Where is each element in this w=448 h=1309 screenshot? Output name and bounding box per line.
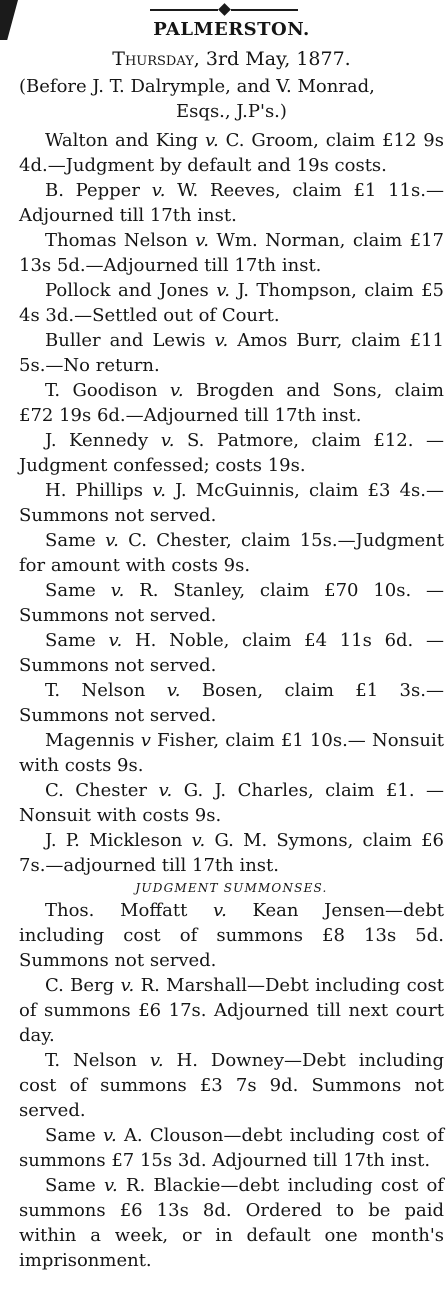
plaintiff-name: Pollock and Jones bbox=[45, 280, 209, 301]
summons-entry bbox=[19, 1123, 444, 1173]
plaintiff-name: T. Nelson bbox=[45, 1050, 137, 1071]
case-details: W. Reeves, claim £1 11s.—Adjourned till 17th inst. bbox=[19, 180, 444, 226]
case-entry bbox=[19, 778, 444, 828]
versus-mark: v. bbox=[204, 130, 219, 151]
plaintiff-name: Walton and King bbox=[45, 130, 199, 151]
case-details: A. Clouson—debt including cost of summons £7 15s 3d. Adjourned till 17th inst. bbox=[19, 1125, 444, 1171]
versus-mark: v. bbox=[151, 180, 166, 201]
plaintiff-name: Same bbox=[45, 1175, 96, 1196]
plaintiff-name: Same bbox=[45, 580, 96, 601]
plaintiff-name: Buller and Lewis bbox=[45, 330, 206, 351]
case-entry bbox=[19, 378, 444, 428]
case-details: C. Chester, claim 15s.—Judgment for amount with costs 9s. bbox=[19, 530, 444, 576]
plaintiff-name: Same bbox=[45, 630, 96, 651]
versus-mark: v. bbox=[166, 680, 181, 701]
magistrates-line-1: (Before J. T. Dalrymple, and V. Monrad, bbox=[19, 76, 375, 97]
versus-mark: v. bbox=[152, 480, 166, 501]
versus-mark: v. bbox=[158, 780, 173, 801]
case-entry bbox=[19, 678, 444, 728]
case-details: G. M. Symons, claim £6 7s.—adjourned till 17th inst. bbox=[19, 830, 444, 876]
case-entry bbox=[19, 628, 444, 678]
versus-mark: v. bbox=[105, 530, 119, 551]
summons-entry bbox=[19, 1173, 444, 1273]
plaintiff-name: H. Phillips bbox=[45, 480, 144, 501]
case-entry bbox=[19, 228, 444, 278]
magistrates-note bbox=[19, 74, 444, 124]
magistrates-line-2: Esqs., J.P's.) bbox=[176, 101, 287, 122]
plaintiff-name: Magennis bbox=[45, 730, 135, 751]
case-details: H. Noble, claim £4 11s 6d. —Summons not served. bbox=[19, 630, 444, 676]
versus-mark: v. bbox=[102, 1125, 117, 1146]
case-details: C. Groom, claim £12 9s 4d.—Judgment by default and 19s costs. bbox=[19, 130, 444, 176]
versus-mark: v. bbox=[110, 580, 125, 601]
case-details: R. Stanley, claim £70 10s. —Summons not served. bbox=[19, 580, 444, 626]
case-details: Kean Jensen—debt including cost of summons £8 13s 5d. Summons not served. bbox=[19, 900, 444, 971]
case-entry bbox=[19, 328, 444, 378]
plaintiff-name: C. Chester bbox=[45, 780, 148, 801]
plaintiff-name: T. Goodison bbox=[45, 380, 158, 401]
versus-mark: v. bbox=[149, 1050, 164, 1071]
plaintiff-name: J. Kennedy bbox=[45, 430, 149, 451]
versus-mark: v. bbox=[103, 1175, 118, 1196]
case-details: J. Thompson, claim £5 4s 3d.—Settled out of Court. bbox=[19, 280, 444, 326]
case-details: Wm. Norman, claim £17 13s 5d.—Adjourned till 17th inst. bbox=[19, 230, 444, 276]
plaintiff-name: B. Pepper bbox=[45, 180, 140, 201]
plaintiff-name: C. Berg bbox=[45, 975, 115, 996]
plaintiff-name: Same bbox=[45, 1125, 96, 1146]
case-details: Fisher, claim £1 10s.— Nonsuit with costs 9s. bbox=[19, 730, 444, 776]
versus-mark: v. bbox=[169, 380, 184, 401]
versus-mark: v. bbox=[120, 975, 135, 996]
case-entry bbox=[19, 178, 444, 228]
case-entry bbox=[19, 478, 444, 528]
case-entry bbox=[19, 278, 444, 328]
case-entry bbox=[19, 128, 444, 178]
plaintiff-name: Thomas Nelson bbox=[45, 230, 188, 251]
court-report-article bbox=[19, 16, 444, 1273]
versus-mark: v. bbox=[108, 630, 123, 651]
dateline-date: , 3rd May, 1877. bbox=[193, 48, 351, 70]
versus-mark: v. bbox=[195, 230, 209, 251]
case-details: G. J. Charles, claim £1. —Nonsuit with costs 9s. bbox=[19, 780, 444, 826]
judgment-summonses-list bbox=[19, 898, 444, 1273]
case-details: Bosen, claim £1 3s.— Summons not served. bbox=[19, 680, 444, 726]
summons-entry bbox=[19, 973, 444, 1048]
plaintiff-name: J. P. Mickleson bbox=[45, 830, 183, 851]
summons-entry bbox=[19, 898, 444, 973]
plaintiff-name: T. Nelson bbox=[45, 680, 146, 701]
versus-mark: v. bbox=[213, 900, 227, 921]
judgment-summonses-heading: JUDGMENT SUMMONSES. bbox=[135, 881, 328, 895]
case-entry bbox=[19, 828, 444, 878]
versus-mark: v. bbox=[216, 280, 231, 301]
case-entry bbox=[19, 728, 444, 778]
case-entry bbox=[19, 578, 444, 628]
article-dateline bbox=[19, 44, 444, 74]
rule-diamond-ornament bbox=[218, 3, 231, 16]
versus-mark: v. bbox=[214, 330, 229, 351]
dateline-day: Thursday bbox=[112, 48, 194, 70]
case-details: Brogden and Sons, claim £72 19s 6d.—Adjourned till 17th inst. bbox=[19, 380, 444, 426]
case-details: S. Patmore, claim £12. —Judgment confessed; costs 19s. bbox=[19, 430, 444, 476]
case-details: R. Marshall—Debt including cost of summons £6 17s. Adjourned till next court day. bbox=[19, 975, 444, 1046]
article-headline: PALMERSTON. bbox=[153, 19, 310, 40]
versus-mark: v bbox=[140, 730, 151, 751]
case-entry bbox=[19, 528, 444, 578]
case-details: R. Blackie—debt including cost of summons £6 13s 8d. Ordered to be paid within a week, or in default one month's imprisonment. bbox=[19, 1175, 444, 1271]
versus-mark: v. bbox=[160, 430, 175, 451]
page-corner-mark bbox=[0, 0, 18, 40]
decorative-rule bbox=[150, 8, 298, 11]
versus-mark: v. bbox=[191, 830, 206, 851]
plaintiff-name: Same bbox=[45, 530, 96, 551]
case-details: J. McGuinnis, claim £3 4s.—Summons not served. bbox=[19, 480, 444, 526]
cases-list bbox=[19, 128, 444, 878]
summons-entry bbox=[19, 1048, 444, 1123]
case-details: Amos Burr, claim £11 5s.—No return. bbox=[19, 330, 444, 376]
plaintiff-name: Thos. Moffatt bbox=[45, 900, 188, 921]
case-entry bbox=[19, 428, 444, 478]
case-details: H. Downey—Debt including cost of summons £3 7s 9d. Summons not served. bbox=[19, 1050, 444, 1121]
